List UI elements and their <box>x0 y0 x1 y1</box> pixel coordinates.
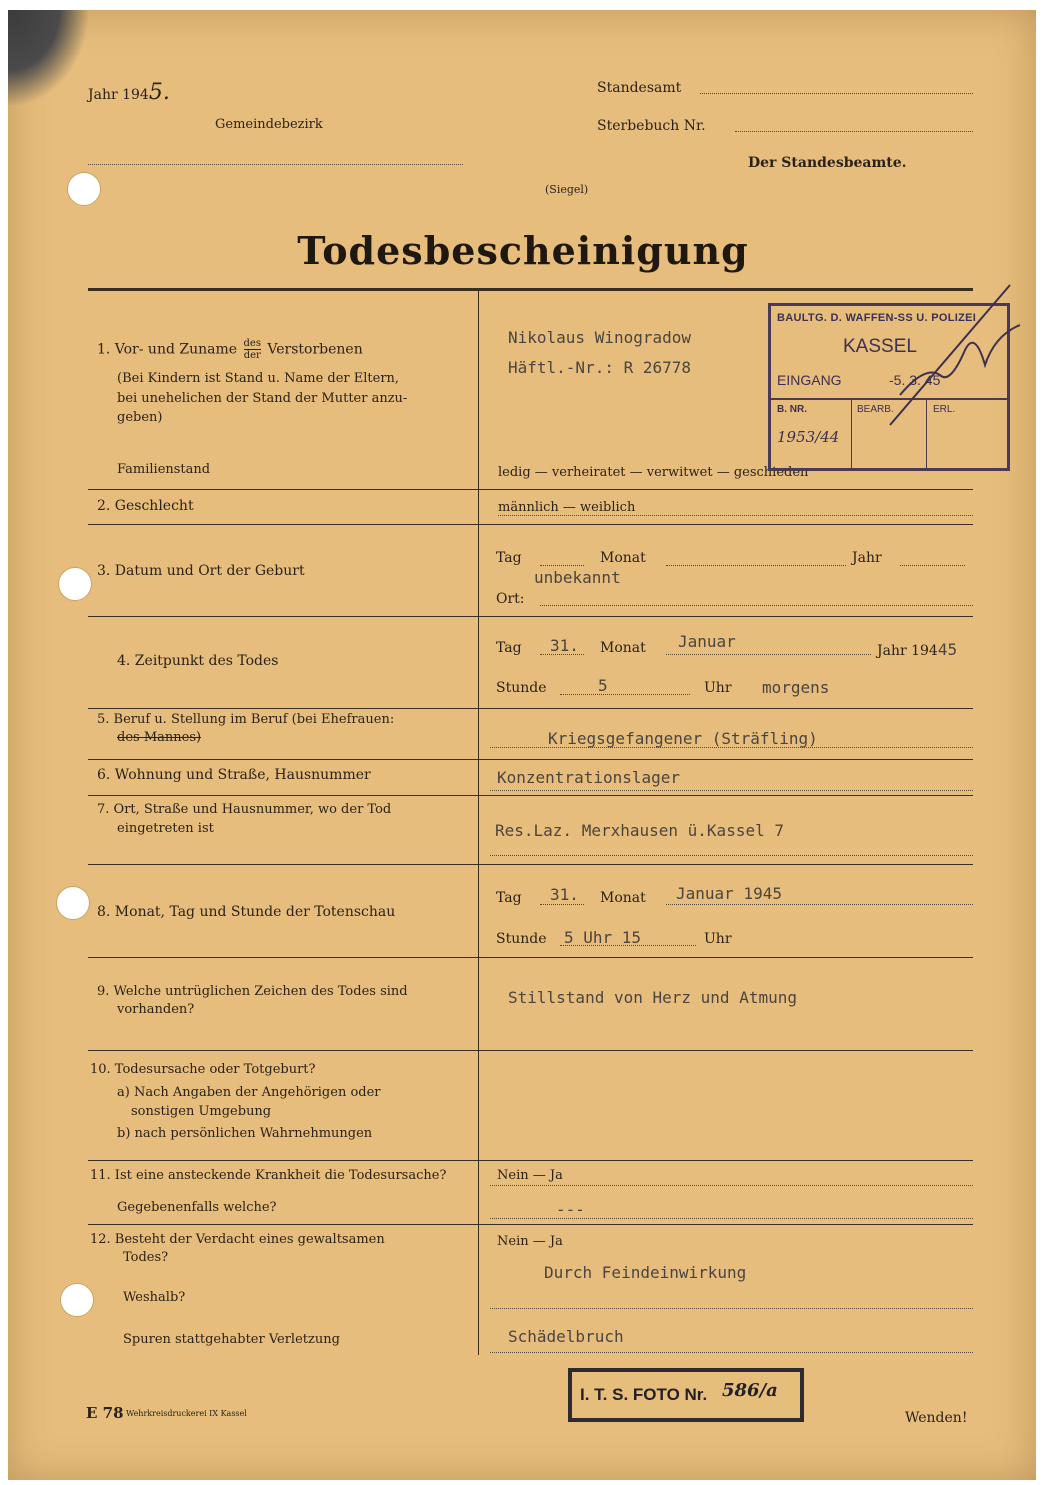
row2-line <box>498 515 973 516</box>
printer-imprint: Wehrkreisdruckerei IX Kassel <box>126 1409 247 1418</box>
birth-monat-line <box>666 565 846 566</box>
standesamt-label: Standesamt <box>597 80 682 96</box>
row12-line <box>490 1308 973 1309</box>
row11-label: 11. Ist eine ansteckende Krankheit die Todesursache? <box>90 1168 447 1183</box>
marital-status-options: ledig — verheiratet — verwitwet — geschieden <box>498 465 809 480</box>
gemeindebezirk-line <box>88 164 463 165</box>
row7-line <box>490 855 973 856</box>
its-foto-label: I. T. S. FOTO Nr. <box>580 1385 708 1404</box>
row-divider <box>88 489 973 490</box>
stamp-cell-divider <box>851 398 852 468</box>
row-divider <box>88 1160 973 1161</box>
death-tag-value: 31. <box>550 636 579 655</box>
stamp-eingang: EINGANG <box>777 372 842 388</box>
inspection-time-value: 5 Uhr 15 <box>564 928 642 947</box>
punch-hole <box>60 1283 94 1317</box>
row12-label: Spuren stattgehabter Verletzung <box>123 1332 340 1347</box>
row10-label: 10. Todesursache oder Totgeburt? <box>90 1062 316 1077</box>
stamp-city: KASSEL <box>843 336 917 357</box>
row6-line <box>490 790 973 791</box>
birth-jahr-line <box>900 565 965 566</box>
infectious-answer: Nein — Ja <box>497 1168 563 1183</box>
occupation-value: Kriegsgefangener (Sträfling) <box>548 729 818 748</box>
row10-label: sonstigen Umgebung <box>131 1104 272 1119</box>
row-divider <box>88 708 973 709</box>
table-column-divider <box>478 290 479 1355</box>
row3-label: 3. Datum und Ort der Geburt <box>97 563 305 579</box>
siegel-label: (Siegel) <box>545 183 589 196</box>
row1-note: geben) <box>117 410 163 425</box>
its-foto-stamp <box>568 1368 804 1422</box>
death-jahr-label: Jahr 19445 <box>877 640 958 659</box>
sterbebuch-label: Sterbebuch Nr. <box>597 118 706 134</box>
gemeindebezirk-label: Gemeindebezirk <box>215 117 323 132</box>
punch-hole <box>58 567 92 601</box>
death-time-qualifier: morgens <box>762 678 830 697</box>
row4-label: 4. Zeitpunkt des Todes <box>117 653 279 669</box>
row2-label: 2. Geschlecht <box>97 498 194 514</box>
death-stunde-label: Stunde <box>496 680 547 696</box>
paper-corner-shadow <box>8 10 88 105</box>
row5-label: 5. Beruf u. Stellung im Beruf (bei Ehefrauen: <box>97 712 395 727</box>
punch-hole <box>56 886 90 920</box>
page-title: Todesbescheinigung <box>297 228 749 273</box>
row-divider <box>88 957 973 958</box>
residence-value: Konzentrationslager <box>497 768 681 787</box>
row10-label: a) Nach Angaben der Angehörigen oder <box>117 1085 381 1100</box>
inspection-monat-label: Monat <box>600 890 646 906</box>
row1-label: 1. Vor- und Zuname des der Verstorbenen <box>97 338 363 361</box>
stamp-authority: BAULTG. D. WAFFEN-SS U. POLIZEI <box>777 312 977 324</box>
year-field: Jahr 1945. <box>88 80 170 105</box>
its-foto-number: 586/a <box>722 1380 778 1401</box>
row9-label: vorhanden? <box>117 1002 195 1017</box>
death-tag-label: Tag <box>496 640 522 656</box>
row-divider <box>88 524 973 525</box>
inspection-tag-value: 31. <box>550 885 579 904</box>
row5-label-struck: des Mannes) <box>117 730 202 745</box>
inspection-monat-line <box>666 904 973 905</box>
gender-value: männlich — weiblich <box>498 500 636 515</box>
handwritten-signature-icon <box>880 275 1030 445</box>
row1-note: bei unehelichen der Stand der Mutter anzu- <box>117 391 408 406</box>
row10-label: b) nach persönlichen Wahrnehmungen <box>117 1126 373 1141</box>
death-monat-label: Monat <box>600 640 646 656</box>
death-monat-line <box>666 654 871 655</box>
death-place-value: Res.Laz. Merxhausen ü.Kassel 7 <box>495 821 784 840</box>
row12-label: 12. Besteht der Verdacht eines gewaltsamen <box>90 1232 385 1247</box>
row1-note: (Bei Kindern ist Stand u. Name der Eltern, <box>117 371 400 386</box>
birth-tag-line <box>540 565 584 566</box>
stamp-date: -5. 3. 45 <box>889 372 941 388</box>
row-divider <box>88 759 973 760</box>
inspection-tag-line <box>540 904 584 905</box>
birth-ort-line <box>540 605 973 606</box>
stamp-bnr-value: 1953/44 <box>777 428 840 446</box>
inspection-stunde-label: Stunde <box>496 931 547 947</box>
row7-label: 7. Ort, Straße und Hausnummer, wo der Tod <box>97 802 392 817</box>
birth-monat-label: Monat <box>600 550 646 566</box>
row-divider <box>88 864 973 865</box>
row11-line <box>490 1185 973 1186</box>
inspection-stunde-line <box>560 945 696 946</box>
row-divider <box>88 1224 973 1225</box>
violent-death-answer: Nein — Ja <box>497 1234 563 1249</box>
row7-label: eingetreten ist <box>117 821 214 836</box>
death-uhr-label: Uhr <box>704 680 732 696</box>
birth-jahr-label: Jahr <box>852 550 882 566</box>
inspection-monat-value: Januar 1945 <box>676 884 782 903</box>
row11-label: Gegebenenfalls welche? <box>117 1200 277 1215</box>
death-tag-line <box>540 654 584 655</box>
standesbeamte-label: Der Standesbeamte. <box>748 155 907 171</box>
row9-label: 9. Welche untrüglichen Zeichen des Todes sind <box>97 984 408 999</box>
death-monat-value: Januar <box>678 632 736 651</box>
inspection-uhr-label: Uhr <box>704 931 732 947</box>
wenden-note: Wenden! <box>905 1410 968 1426</box>
row-divider <box>88 1050 973 1051</box>
death-stunde-line <box>560 694 690 695</box>
row-divider <box>88 795 973 796</box>
birth-tag-label: Tag <box>496 550 522 566</box>
row12-line <box>490 1352 973 1353</box>
familienstand-label: Familienstand <box>117 462 211 477</box>
standesamt-line <box>700 93 973 94</box>
table-top-border <box>88 288 973 291</box>
prisoner-number: Häftl.-Nr.: R 26778 <box>508 358 692 377</box>
infectious-which-value: --- <box>556 1200 585 1219</box>
row8-label: 8. Monat, Tag und Stunde der Totenschau <box>97 904 396 920</box>
deceased-name: Nikolaus Winogradow <box>508 328 692 347</box>
row-divider <box>88 616 973 617</box>
signs-of-death-value: Stillstand von Herz und Atmung <box>508 988 797 1007</box>
stamp-bearb-label: BEARB. <box>857 404 894 415</box>
row5-line <box>490 747 973 748</box>
inspection-tag-label: Tag <box>496 890 522 906</box>
punch-hole <box>67 172 101 206</box>
death-stunde-value: 5 <box>598 676 608 695</box>
row6-label: 6. Wohnung und Straße, Hausnummer <box>97 767 371 783</box>
sterbebuch-line <box>735 131 973 132</box>
birth-ort-label: Ort: <box>496 591 525 607</box>
stamp-erl-label: ERL. <box>933 404 956 415</box>
row12-label: Weshalb? <box>123 1290 186 1305</box>
form-number: E 78 <box>86 1404 124 1422</box>
violent-death-reason: Durch Feindeinwirkung <box>544 1263 747 1282</box>
stamp-bnr-label: B. NR. <box>777 404 807 415</box>
row12-label: Todes? <box>123 1250 169 1265</box>
injury-traces-value: Schädelbruch <box>508 1327 624 1346</box>
row11-line <box>490 1218 973 1219</box>
birth-value: unbekannt <box>534 568 621 587</box>
